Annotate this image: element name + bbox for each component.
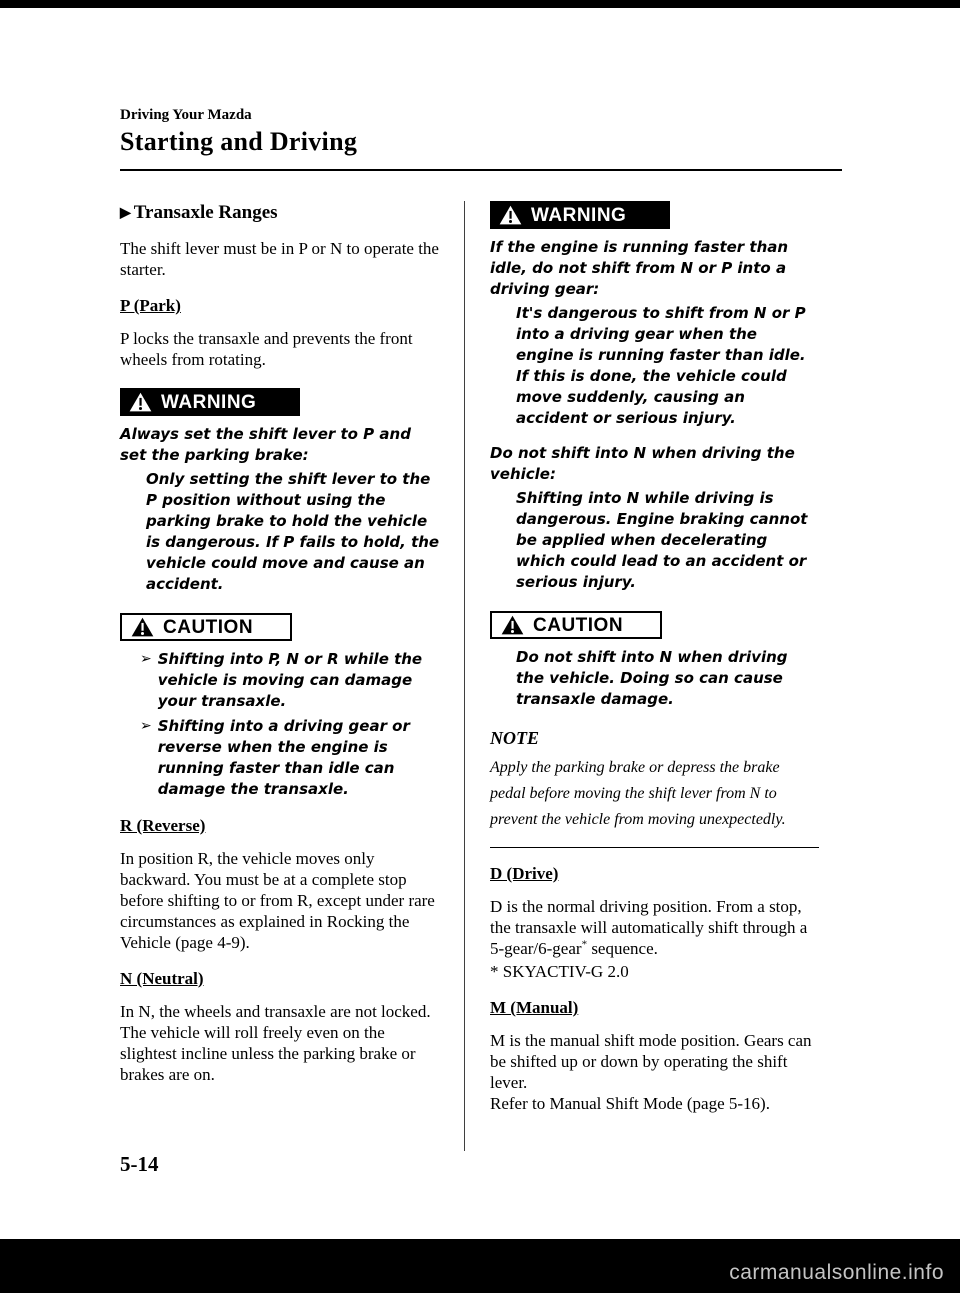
caution-box bbox=[120, 613, 292, 641]
drive-text-end: sequence. bbox=[587, 939, 658, 958]
manual-paragraph: M is the manual shift mode position. Gears can be shifted up or down by operating the shift lever. bbox=[490, 1031, 812, 1092]
two-column-layout bbox=[120, 201, 842, 1151]
caution-box bbox=[490, 611, 662, 639]
warning-lead-text: Always set the shift lever to P and set the parking brake: bbox=[120, 425, 411, 464]
caution-label: CAUTION bbox=[533, 614, 624, 636]
warning-lead-text: If the engine is running faster than idle, do not shift from N or P into a driving gear: bbox=[490, 238, 789, 298]
reverse-paragraph: In position R, the vehicle moves only backward. You must be at a complete stop before shifting to or from R, except under rare circumstances as explained in Rocking the Vehicle (page 4-9). bbox=[120, 849, 435, 952]
page-content bbox=[120, 8, 842, 1151]
top-border-bar bbox=[0, 0, 960, 8]
note-label: NOTE bbox=[490, 728, 539, 748]
park-heading: P (Park) bbox=[120, 296, 181, 315]
neutral-heading: N (Neutral) bbox=[120, 969, 204, 988]
caution-body-text: Do not shift into N when driving the vehicle. Doing so can cause transaxle damage. bbox=[516, 648, 788, 708]
warning-label: WARNING bbox=[531, 204, 627, 226]
park-paragraph: P locks the transaxle and prevents the front wheels from rotating. bbox=[120, 329, 413, 369]
page-number: 5-14 bbox=[120, 1152, 159, 1176]
section-heading-label: Transaxle Ranges bbox=[133, 202, 278, 223]
section-marker-triangle-icon: ▶ bbox=[120, 206, 131, 221]
caution-item-text: Shifting into a driving gear or reverse when the engine is running faster than idle can damage the transaxle. bbox=[157, 717, 410, 798]
neutral-paragraph: In N, the wheels and transaxle are not locked. The vehicle will roll freely even on the slightest incline unless the parking brake or brakes are on. bbox=[120, 1002, 431, 1084]
bottom-border-bar bbox=[0, 1239, 960, 1293]
manual-refer-line: Refer to Manual Shift Mode (page 5-16). bbox=[490, 1094, 770, 1113]
warning-body-text: It's dangerous to shift from N or P into a driving gear when the engine is running faster than idle. If this is done, the vehicle could move suddenly, causing an accident or serious injury. bbox=[516, 304, 806, 427]
caution-item-text: Shifting into P, N or R while the vehicle is moving can damage your transaxle. bbox=[157, 650, 423, 710]
warning-box bbox=[120, 388, 300, 416]
breadcrumb: Driving Your Mazda bbox=[120, 107, 252, 123]
warning-body-text: Only setting the shift lever to the P position without using the parking brake to hold the vehicle is dangerous. If P fails to hold, the vehicle could move and cause an accident. bbox=[146, 470, 440, 593]
manual-heading: M (Manual) bbox=[490, 998, 579, 1017]
left-column bbox=[120, 201, 464, 1151]
intro-paragraph: The shift lever must be in P or N to operate the starter. bbox=[120, 239, 439, 279]
warning-lead-text: Do not shift into N when driving the vehicle: bbox=[490, 444, 795, 483]
page-header bbox=[120, 106, 842, 171]
warning-triangle-icon bbox=[129, 392, 152, 412]
drive-footnote: * SKYACTIV-G 2.0 bbox=[490, 962, 629, 981]
section-heading bbox=[120, 201, 440, 226]
drive-paragraph bbox=[490, 896, 819, 959]
arrowhead-bullet-icon: ➢ bbox=[140, 651, 152, 667]
drive-heading: D (Drive) bbox=[490, 864, 559, 883]
warning-box bbox=[490, 201, 670, 229]
caution-triangle-icon bbox=[501, 615, 524, 635]
reverse-heading: R (Reverse) bbox=[120, 816, 206, 835]
caution-list-item bbox=[140, 649, 440, 712]
warning-body-text: Shifting into N while driving is dangerous. Engine braking cannot be applied when decelerating which could lead to an accident or serious injury. bbox=[516, 489, 808, 591]
watermark-text: carmanualsonline.info bbox=[729, 1261, 944, 1284]
caution-triangle-icon bbox=[131, 617, 154, 637]
warning-triangle-icon bbox=[499, 205, 522, 225]
warning-label: WARNING bbox=[161, 391, 257, 413]
caution-label: CAUTION bbox=[163, 616, 254, 638]
right-column bbox=[465, 201, 819, 1151]
footnote-asterisk: * bbox=[581, 938, 588, 951]
caution-list-item bbox=[140, 716, 440, 800]
page-title: Starting and Driving bbox=[120, 127, 358, 156]
note-body-text: Apply the parking brake or depress the brake pedal before moving the shift lever from N to prevent the vehicle from moving unexpectedly. bbox=[490, 759, 786, 828]
arrowhead-bullet-icon: ➢ bbox=[140, 718, 152, 734]
section-separator-rule bbox=[490, 847, 819, 848]
drive-text: D is the normal driving position. From a stop, the transaxle will automatically shift through a 5-gear/6-gear bbox=[490, 897, 808, 958]
